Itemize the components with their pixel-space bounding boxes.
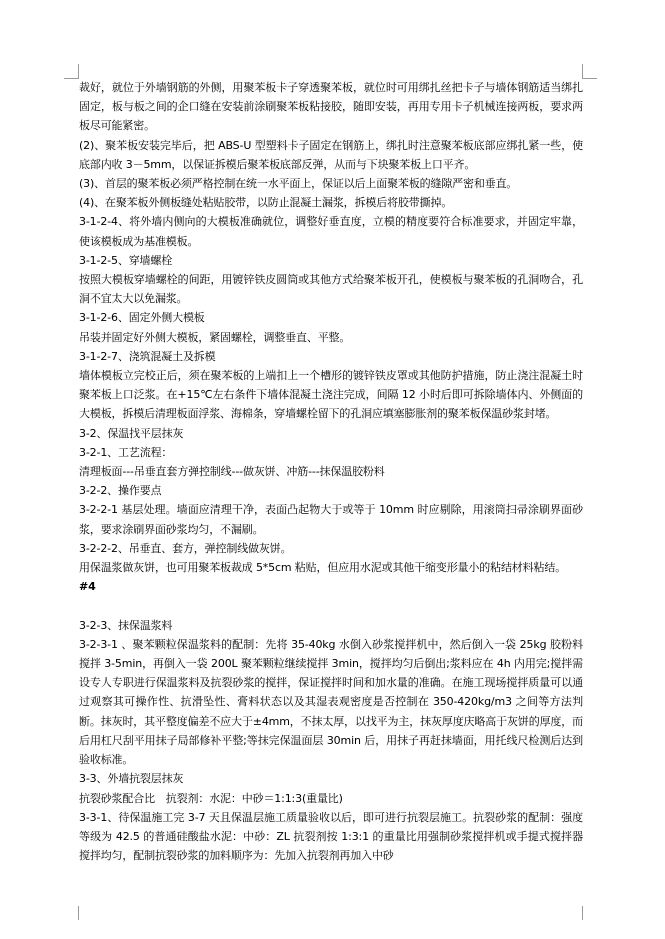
- paragraph: 按照大模板穿墙螺栓的间距，用镀锌铁皮圆筒或其他方式给聚苯板开孔，使模板与聚苯板的孔洞吻合，孔洞不宜太大以免漏浆。: [79, 273, 583, 306]
- paragraph: (4)、在聚苯板外侧板缝处粘贴胶带，以防止混凝土漏浆，拆模后将胶带撕掉。: [79, 196, 453, 210]
- paragraph: 吊装并固定好外侧大模板，紧固螺栓，调整垂直、平整。: [79, 330, 351, 344]
- section-heading: 3-1-2-5、穿墙螺栓: [79, 253, 173, 267]
- paragraph: 3-2-2-2、吊垂直、套方，弹控制线做灰饼。: [79, 541, 292, 555]
- crop-mark-top-right: [582, 64, 597, 79]
- crop-mark-bottom-right: [582, 906, 597, 920]
- section-heading: 3-2-2、操作要点: [79, 484, 162, 498]
- section-heading: 3-3、外墙抗裂层抹灰: [79, 772, 184, 786]
- section-heading: 3-1-2-6、固定外侧大模板: [79, 311, 205, 325]
- paragraph: 裁好，就位于外墙钢筋的外侧，用聚苯板卡子穿透聚苯板，就位时可用绑扎丝把卡子与墙体钢筋适当绑扎固定，板与板之间的企口缝在安装前涂刷聚苯板粘接胶，随即安装，再用专用卡子机械连接两板，要求两板尽可能紧密。: [79, 81, 583, 133]
- section-heading: 3-2-1、工艺流程：: [79, 445, 173, 459]
- section-heading: 3-1-2-7、浇筑混凝土及拆模: [79, 349, 216, 363]
- blank-line: [79, 596, 583, 615]
- section-heading: 3-2-3、抹保温浆料: [79, 618, 173, 632]
- paragraph: 抗裂砂浆配合比 抗裂剂：水泥：中砂＝1:1:3(重量比): [79, 791, 343, 805]
- paragraph: 3-1-2-4、将外墙内侧向的大模板准确就位，调整好垂直度，立模的精度要符合标准要求，并固定牢靠，使该模板成为基准模板。: [79, 215, 583, 248]
- document-body: [79, 78, 583, 865]
- paragraph: 3-2-2-1 基层处理。墙面应清理干净，表面凸起物大于或等于 10mm 时应剔除，用滚筒扫帚涂刷界面砂浆，要求涂刷界面砂浆均匀，不漏刷。: [79, 503, 583, 536]
- paragraph: 墙体模板立完校正后，须在聚苯板的上端扣上一个槽形的镀锌铁皮罩或其他防护措施，防止浇注混凝土时聚苯板上口泛浆。在+15℃左右条件下墙体混凝土浇注完成，间隔 12 小时后即可拆除墙体内、外侧面的大模板，拆模后清理板面浮浆、海棉条，穿墙螺栓留下的孔洞应填塞膨胀剂的聚苯板保温砂浆封堵。: [79, 369, 583, 421]
- section-heading: 3-2、保温找平层抹灰: [79, 426, 184, 440]
- crop-mark-top-left: [64, 64, 79, 79]
- crop-mark-bottom-left: [64, 906, 79, 920]
- page-marker: #4: [79, 580, 96, 594]
- paragraph: (2)、聚苯板安装完毕后，把 ABS-U 型塑料卡子固定在钢筋上，绑扎时注意聚苯板底部应绑扎紧一些，使底部内收 3－5mm，以保证拆模后聚苯板底部反弹，从而与下块聚苯板上口平齐。: [79, 138, 583, 171]
- paragraph: 清理板面---吊垂直套方弹控制线---做灰饼、冲筋---抹保温胶粉料: [79, 465, 385, 479]
- paragraph: 3-3-1、待保温施工完 3-7 天且保温层施工质量验收以后，即可进行抗裂层施工。抗裂砂浆的配制：强度等级为 42.5 的普通硅酸盐水泥：中砂：ZL 抗裂剂按 1:3:1 的重量比用强制砂浆搅拌机或手提式搅拌器搅拌均匀，配制抗裂砂浆的加料顺序为：先加入抗裂剂再加入中砂: [79, 810, 583, 863]
- paragraph: 用保温浆做灰饼，也可用聚苯板裁成 5*5cm 粘贴，但应用水泥或其他干缩变形量小的粘结材料粘结。: [79, 561, 567, 575]
- paragraph: 3-2-3-1 、聚苯颗粒保温浆料的配制：先将 35-40kg 水倒入砂浆搅拌机中，然后倒入一袋 25kg 胶粉料搅拌 3-5min，再倒入一袋 200L 聚苯颗粒继续搅拌 3min，搅拌均匀后倒出;浆料应在 4h 内用完;搅拌需设专人专职进行保温浆料及抗裂砂浆的搅拌，保证搅拌时间和加水量的准确。在施工现场搅拌质量可以通过观察其可操作性、抗滑坠性、膏料状态以及其湿表观密度是否控制在 350-420kg/m3 之间等方法判断。抹灰时，其平整度偏差不应大于±4mm，不抹太厚，以找平为主，抹灰厚度庆略高于灰饼的厚度，而后用杠尺刮平用抹子局部修补平整;等抹完保温面层 30min 后，用抹子再赶抹墙面，用托线尺检测后达到验收标准。: [79, 637, 583, 767]
- paragraph: (3)、首层的聚苯板必须严格控制在统一水平面上，保证以后上面聚苯板的缝隙严密和垂直。: [79, 177, 518, 191]
